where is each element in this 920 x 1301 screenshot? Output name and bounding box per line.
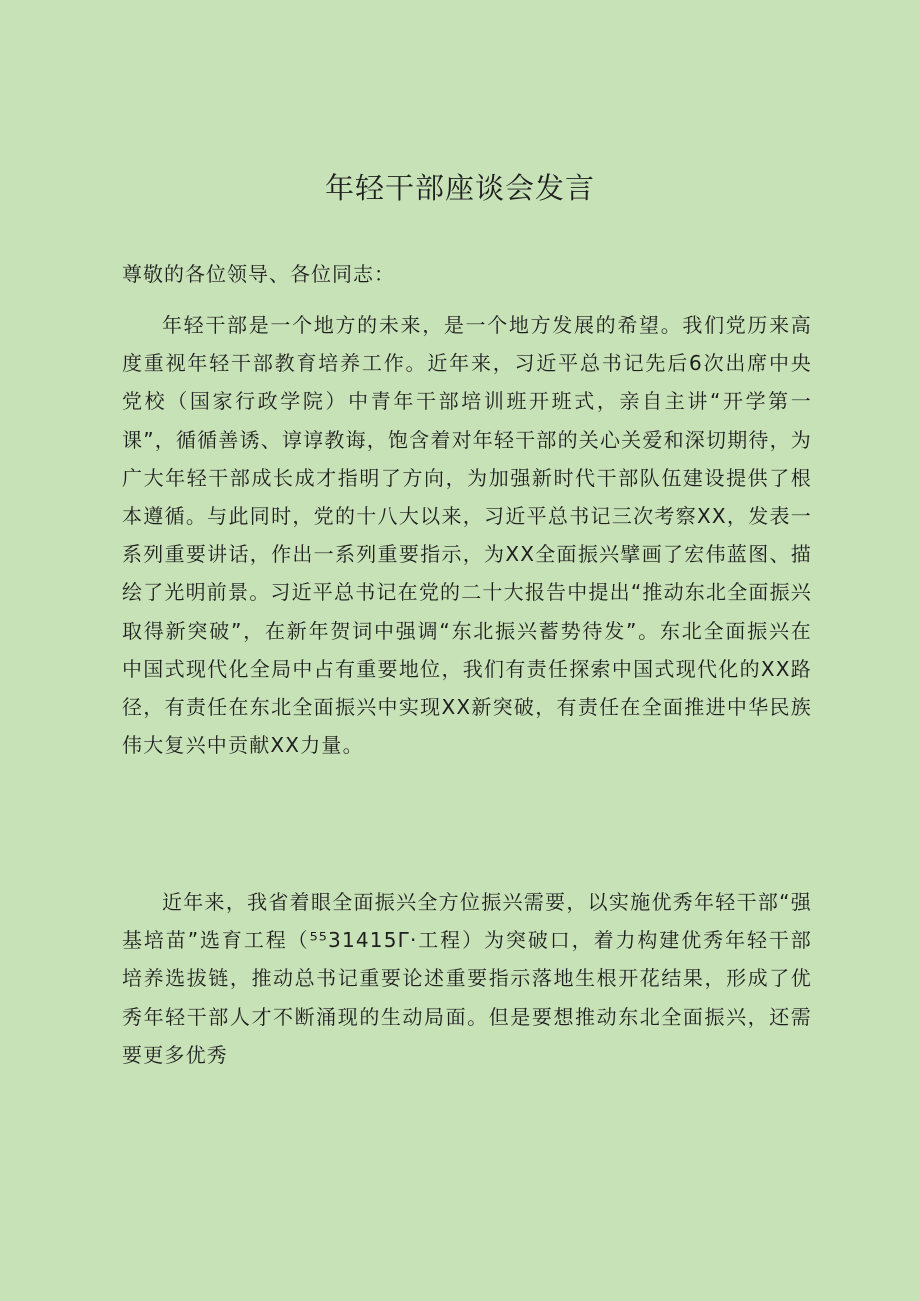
paragraph-2: 近年来，我省着眼全面振兴全方位振兴需要，以实施优秀年轻干部“强基培苗”选育工程（⁵⁵31415Γ·工程）为突破口，着力构建优秀年轻干部培养选拔链，推动总书记重要论述重要指示落地生根开花结果，形成了优秀年轻干部人才不断涌现的生动局面。但是要想推动东北全面振兴，还需要更多优秀 [122,890,812,1067]
salutation: 尊敬的各位领导、各位同志： [122,262,395,286]
document-title: 年轻干部座谈会发言 [324,171,595,205]
paragraph-1: 年轻干部是一个地方的未来，是一个地方发展的希望。我们党历来高度重视年轻干部教育培养工作。近年来，习近平总书记先后6次出席中央党校（国家行政学院）中青年干部培训班开班式，亲自主讲“开学第一课”，循循善诱、谆谆教诲，饱含着对年轻干部的关心关爱和深切期待，为广大年轻干部成长成才指明了方向，为加强新时代干部队伍建设提供了根本遵循。与此同时，党的十八大以来，习近平总书记三次考察XX，发表一系列重要讲话，作出一系列重要指示，为XX全面振兴擘画了宏伟蓝图、描绘了光明前景。习近平总书记在党的二十大报告中提出“推动东北全面振兴取得新突破”，在新年贺词中强调“东北振兴蓄势待发”。东北全面振兴在中国式现代化全局中占有重要地位，我们有责任探索中国式现代化的XX路径，有责任在东北全面振兴中实现XX新突破，有责任在全面推进中华民族伟大复兴中贡献XX力量。 [122,313,812,758]
